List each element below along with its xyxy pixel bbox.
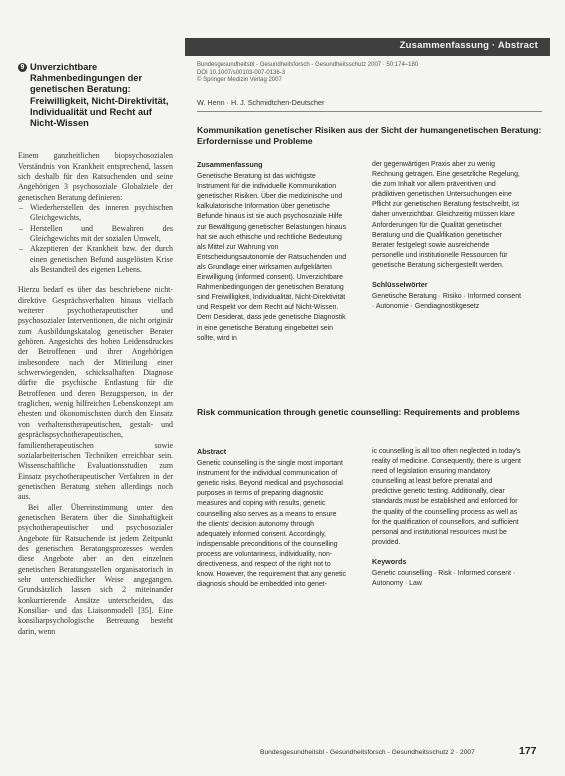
keywords-heading: Keywords xyxy=(372,556,407,566)
body-paragraph: Bei aller Übereinstimmung unter den genetischen Beratern über die Sinnhaftigkeit psychotherapeutischer und psychosozialer Angebote für Ratsuchende ist jedem Zeitpunkt des genetischen Beratungsprozesses werden diese Angebote aber an den einzelnen genetischen Beratungsstellen organisatorisch in sehr unterschiedlicher Weise angegangen. Grundsätzlich lassen sich 2 miteinander konkurrierende Ansätze unterscheiden, das Konsiliar- und das Liaisonmodell [35]. Eine konsiliarpsychologische Betreuung besteht darin, wenn xyxy=(18,502,173,636)
goal-list-item: – Akzeptieren der Krankheit bzw. der durch einen genetischen Befund ausgelösten Krise als Bestandteil des eigenen Lebens. xyxy=(30,244,173,275)
doi-line: DOI 10.1007/s00103-007-0136-3 xyxy=(197,69,286,76)
zusammenfassung-text: Genetische Beratung ist das wichtigste Instrument für die individuelle Kommunikation genetischer Risiken. Über die medizinische und kalkulatorische Information über genetische Befunde hinaus ist sie auch psychosoziale Hilfe zur Bewältigung genetischer Belastungen hinaus hat sie auch ethische und rechtliche Bedeutung als Mittel zur Wahrung von Entscheidungsautonomie der Ratsuchenden und als Grundlage einer wirksamen aufgeklärten Einwilligung (informed consent). Unverzichtbare Rahmenbedingungen der genetischen Beratung sind Freiwilligkeit, Individualität, Nicht-Direktivität und Respekt vor dem Recht auf Nicht-Wissen. Dem Desiderat, dass jede genetische Diagnostik in eine genetische Beratung eingebettet sein sollte, wird in xyxy=(197,173,347,342)
article-authors: W. Henn · H. J. Schmidtchen-Deutscher xyxy=(197,98,325,107)
journal-footer: Bundesgesundheitsbl - Gesundheitsforsch - Gesundheitsschutz 2 · 2007 xyxy=(260,749,475,756)
abstract-column-2 xyxy=(372,447,522,589)
section-heading xyxy=(18,62,173,129)
divider xyxy=(197,111,542,112)
goal-list-item: – Wiederherstellen des inneren psychischen Gleichgewichts, xyxy=(30,203,173,224)
abstract-text: Genetic counselling is the single most important instrument for the individual communication of genetic risks. Beyond medical and psychosocial purposes in terms of preparing diagnostic measures and coping with results, genetic counselling also serves as a means to ensure the clients' decision autonomy through adequately informed consent. Accordingly, indispensable preconditions of the counselling process are voluntariness, individuality, non-directiveness, and respect of the right not to know. However, the requirement that any genetic diagnosis should be embedded into genet- xyxy=(197,460,346,589)
goal-list-item: – Herstellen und Bewahren des Gleichgewichts mit der sozialen Umwelt, xyxy=(30,224,173,245)
schluesselwoerter-text: Genetische Beratung · Risiko · Informed consent · Autonomie · Gendiagnostikgesetz xyxy=(372,293,521,311)
section-heading-text: Unverzichtbare Rahmenbedingungen der genetischen Beratung: Freiwilligkeit, Nicht-Direktivität, Individualität und Recht auf Nicht-Wissen xyxy=(30,62,169,129)
section-header-bar xyxy=(185,38,550,56)
zusammenfassung-text: der gegenwärtigen Praxis aber zu wenig Rechnung getragen. Eine gesetzliche Regelung, die zum Inhalt vor allem präventiven und prädiktiven genetischen Untersuchungen eine Pflicht zur genetischen Beratung festschreibt, ist daher unverzichtbar. Gleichzeitig müssen klare Anforderungen für die Qualität genetischer Beratung und die Qualifikation genetischer Berater festgelegt sowie ausreichende personelle und institutionelle Ressourcen für genetische Beratung sichergestellt werden. xyxy=(372,161,520,269)
copyright-line: © Springer Medizin Verlag 2007 xyxy=(197,77,282,84)
schluesselwoerter-heading: Schlüsselwörter xyxy=(372,280,428,290)
keywords-text: Genetic counselling · Risk · Informed consent · Autonomy · Law xyxy=(372,570,516,588)
body-paragraph: Hierzu bedarf es über das beschriebene nicht-direktive Gesprächsverhalten hinaus vielfach weiterer psychotherapeutischer und psychosozialer Interventionen, die nicht originär zum Ausbildungskatalog genetischer Berater gehören. Angesichts des hohen Leidensdruckes der Betroffenen und ihrer Angehörigen insbesondere nach der Mitteilung einer schwerwiegenden, schicksalhaften Diagnose dürfte die psychische Entlastung für die Betroffenen und deren Bezugsperson, in der traglichen, wenig hilfreichen Lebenskonzept am ehesten und ökonomischsten durch den Einsatz von verhaltenstherapeutischen, gestalt- und gesprächspsychotherapeutischen, familientherapeutischen sowie sozialarbeiterischen Techniken erreichbar sein. Wissenschaftliche Evaluationsstudien zum Einsatz psychotherapeutischer Verfahren in der genetischen Beratung stehen allerdings noch aus. xyxy=(18,285,173,502)
left-column xyxy=(18,62,173,637)
abstract-heading: Abstract xyxy=(197,447,227,456)
page-number: 177 xyxy=(519,745,537,757)
abstract-column-1 xyxy=(197,447,347,590)
goal-list xyxy=(18,203,173,275)
article-title-english: Risk communication through genetic counselling: Requirements and problems xyxy=(197,407,520,417)
citation-line: Bundesgesundheitsbl - Gesundheitsforsch - Gesundheitsschutz 2007 · 50:174–180 xyxy=(197,62,419,68)
section-header-label: Zusammenfassung · Abstract xyxy=(399,40,538,51)
zusammenfassung-column-1 xyxy=(197,160,347,344)
zusammenfassung-column-2 xyxy=(372,160,522,312)
article-meta xyxy=(197,62,542,85)
abstract-text: ic counselling is all too often neglected in today's reality of medicine. Consequently, there is urgent need of legislation ensuring mandatory counselling at least before prenatal and predictive genetic testing. Additionally, clear standards must be established and enforced for the quality of the counselling process as well as for the qualification of counsellors, and sufficient personal and institutional resources must be provided. xyxy=(372,448,521,546)
article-title-german: Kommunikation genetischer Risiken aus der Sicht der humangenetischen Beratung: Erfordernisse und Probleme xyxy=(197,125,542,146)
body-paragraph: Einem ganzheitlichen biopsychosozialen Verständnis von Krankheit entsprechend, lassen sich deshalb für den Ratsuchenden und seine Angehörigen 3 psychosoziale Globalziele der genetischen Beratung definieren: xyxy=(18,151,173,202)
zusammenfassung-heading: Zusammenfassung xyxy=(197,160,263,169)
section-number-badge: 9 xyxy=(18,63,27,72)
